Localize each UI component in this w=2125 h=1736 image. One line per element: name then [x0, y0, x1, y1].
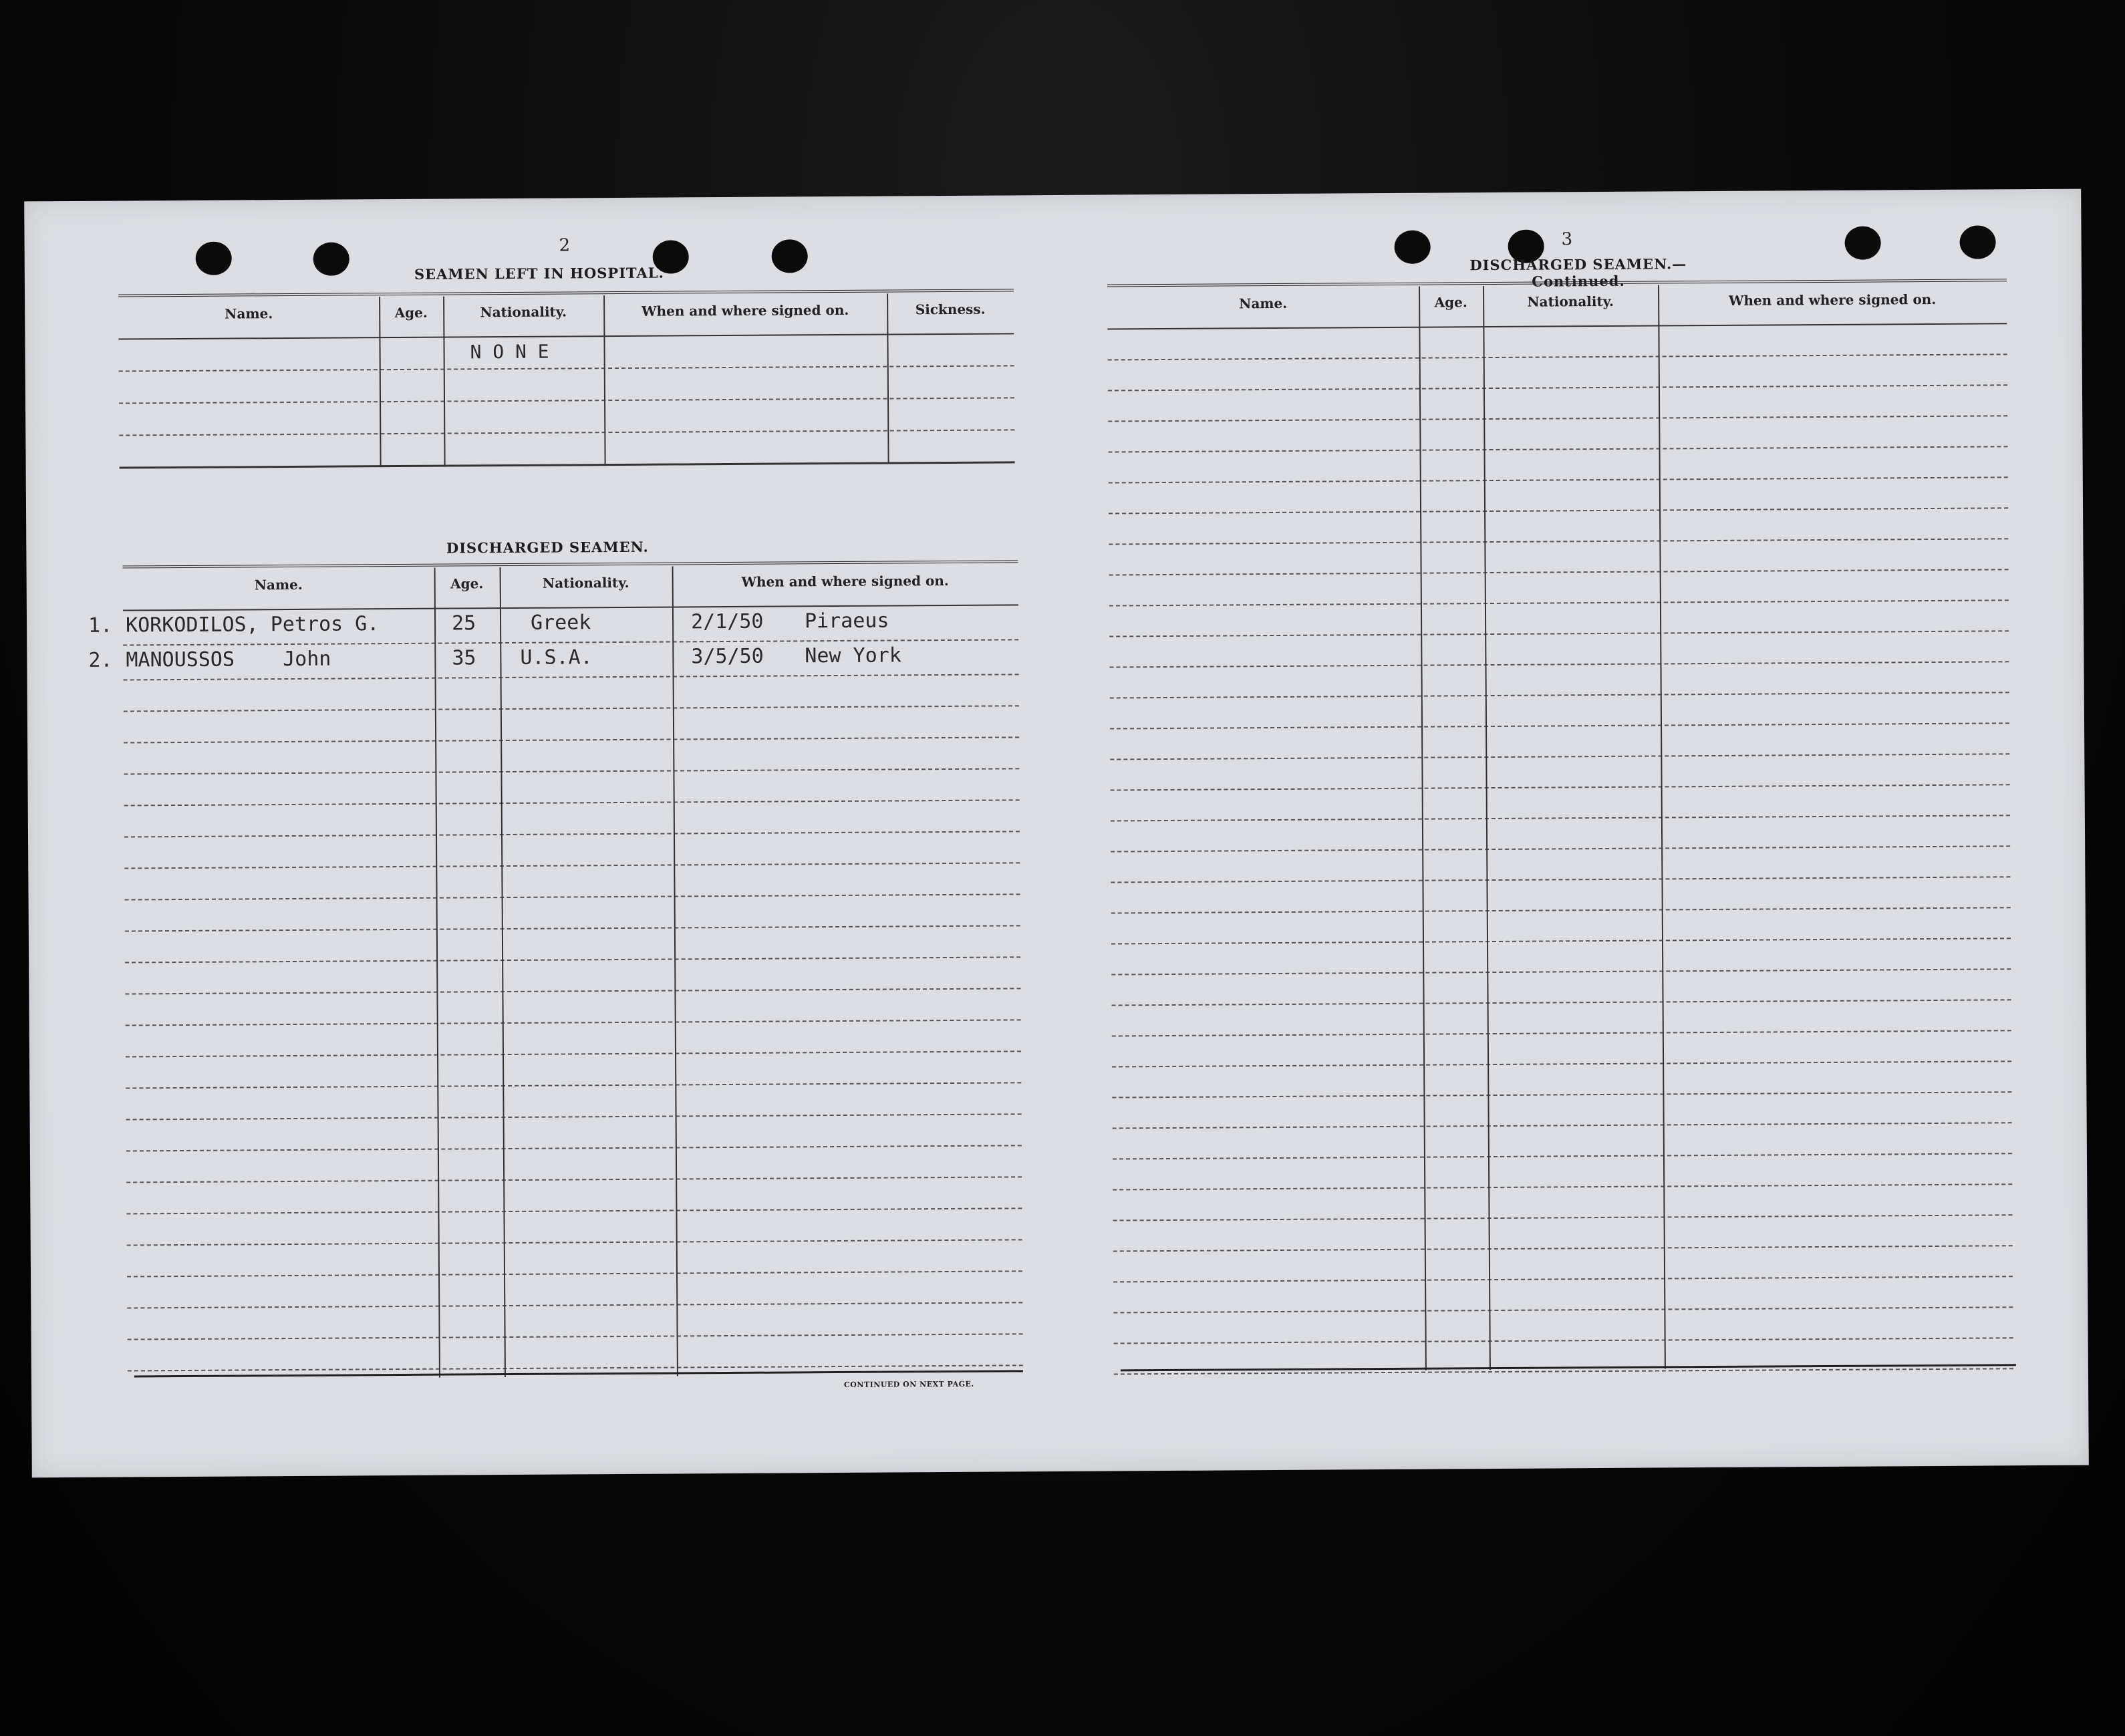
column-header-nationality: Nationality. [542, 574, 629, 591]
table-row [126, 1177, 1022, 1214]
column-header-signed-on: When and where signed on. [1728, 291, 1937, 309]
table-row [1109, 662, 2009, 698]
table-row [126, 1083, 1021, 1120]
seaman-name: KORKODILOS, Petros G. [125, 612, 380, 637]
column-header-nationality: Nationality. [480, 303, 567, 321]
signed-on-place: New York [805, 643, 901, 668]
table-row [119, 366, 1014, 404]
discharged-continued-header [1107, 281, 2007, 329]
punch-hole [313, 242, 349, 275]
table-row [119, 398, 1014, 436]
table-row [1112, 1062, 2011, 1098]
discharged-table [88, 560, 1023, 1379]
punch-hole [1844, 226, 1880, 259]
table-row [126, 1209, 1022, 1246]
table-row [126, 1146, 1022, 1183]
empty-rows [124, 675, 1023, 1371]
empty-rows [1107, 324, 2013, 1375]
table-row [125, 895, 1020, 931]
table-row [1109, 539, 2008, 575]
table-row [1113, 1277, 2013, 1313]
table-row [1111, 908, 2011, 944]
table-row [1113, 1246, 2013, 1282]
table-row [119, 430, 1014, 468]
table-row [1109, 478, 2008, 514]
seaman-age: 35 [452, 646, 476, 670]
column-header-age: Age. [1434, 294, 1467, 311]
table-row [1111, 877, 2010, 913]
row-number: 1. [88, 613, 113, 637]
table-row [1113, 1215, 2013, 1252]
seaman-name: MANOUSSOS John [126, 647, 331, 672]
table-row [1108, 355, 2007, 391]
table-row [1110, 693, 2009, 729]
table-row [1111, 847, 2010, 883]
page-right [1093, 189, 2064, 1471]
punch-hole [1394, 231, 1430, 264]
continued-note: CONTINUED ON NEXT PAGE. [843, 1379, 974, 1389]
table-row [124, 863, 1020, 900]
page-left [71, 195, 1028, 1477]
hospital-table-header [118, 291, 1014, 339]
table-row [1111, 970, 2011, 1006]
table-row [125, 958, 1020, 994]
signed-on-place: Piraeus [804, 609, 889, 633]
column-header-name: Name. [254, 576, 303, 593]
column-header-nationality: Nationality. [1527, 293, 1614, 310]
table-row [127, 1240, 1022, 1277]
column-header-sickness: Sickness. [915, 301, 986, 318]
table-row [124, 769, 1019, 806]
seaman-nationality: Greek [530, 611, 591, 635]
table-row [1109, 509, 2008, 545]
table-row [1111, 816, 2010, 852]
table-row [1112, 1093, 2011, 1129]
discharged-table-rows [88, 605, 1023, 1379]
column-header-signed-on: When and where signed on. [641, 301, 849, 319]
punch-hole [1959, 225, 1995, 259]
table-row [1109, 601, 2009, 637]
table-row [1108, 416, 2007, 452]
table-row [1113, 1123, 2012, 1159]
table-row [126, 1115, 1022, 1151]
table-row [1107, 324, 2007, 360]
table-row [1111, 785, 2010, 821]
discharged-continued-table [1107, 279, 2013, 1372]
table-row [1111, 939, 2011, 975]
table-row [1108, 386, 2007, 422]
table-row [1109, 570, 2009, 606]
page-number: 2 [559, 235, 571, 256]
table-row [125, 989, 1020, 1026]
table-row [124, 738, 1019, 774]
table-row [126, 1052, 1021, 1089]
row-number: 2. [88, 648, 113, 672]
discharged-table-header [123, 563, 1018, 611]
punch-hole [772, 239, 808, 273]
table-row [127, 1303, 1022, 1340]
hospital-entry-none: N O N E [470, 340, 549, 364]
table-row [88, 640, 1018, 680]
table-row [124, 801, 1020, 837]
seaman-nationality: U.S.A. [520, 645, 593, 670]
hospital-table-rows [118, 334, 1014, 468]
table-row [1113, 1308, 2013, 1344]
table-row [1110, 724, 2009, 760]
discharged-continued-rows [1107, 324, 2013, 1372]
column-header-age: Age. [394, 304, 428, 321]
table-row [125, 926, 1020, 963]
table-row [124, 706, 1019, 743]
table-row [1112, 1000, 2011, 1036]
table-row [1109, 447, 2008, 483]
column-header-name: Name. [225, 305, 273, 322]
discharged-continued-title: DISCHARGED SEAMEN.—Continued. [1469, 255, 1687, 290]
table-row [1110, 754, 2009, 790]
page-number: 3 [1561, 229, 1573, 250]
table-row [118, 334, 1014, 372]
table-row [88, 605, 1018, 645]
table-row [1113, 1185, 2012, 1221]
hospital-section-title: SEAMEN LEFT IN HOSPITAL. [414, 264, 664, 283]
column-header-signed-on: When and where signed on. [741, 572, 949, 590]
hospital-table [118, 289, 1015, 468]
document-sheet [24, 189, 2089, 1478]
table-row [126, 1020, 1021, 1057]
table-row [124, 832, 1020, 869]
table-row [127, 1272, 1022, 1308]
table-row [124, 675, 1019, 712]
table-row [1113, 1154, 2012, 1190]
signed-on-date: 2/1/50 [690, 609, 764, 634]
signed-on-date: 3/5/50 [691, 644, 764, 669]
table-row [1109, 631, 2009, 668]
punch-hole [196, 242, 232, 275]
table-row [128, 1334, 1023, 1371]
column-header-name: Name. [1239, 295, 1288, 312]
column-header-age: Age. [450, 575, 484, 592]
discharged-section-title: DISCHARGED SEAMEN. [446, 538, 649, 557]
seaman-age: 25 [451, 611, 476, 635]
table-row [1112, 1031, 2011, 1067]
